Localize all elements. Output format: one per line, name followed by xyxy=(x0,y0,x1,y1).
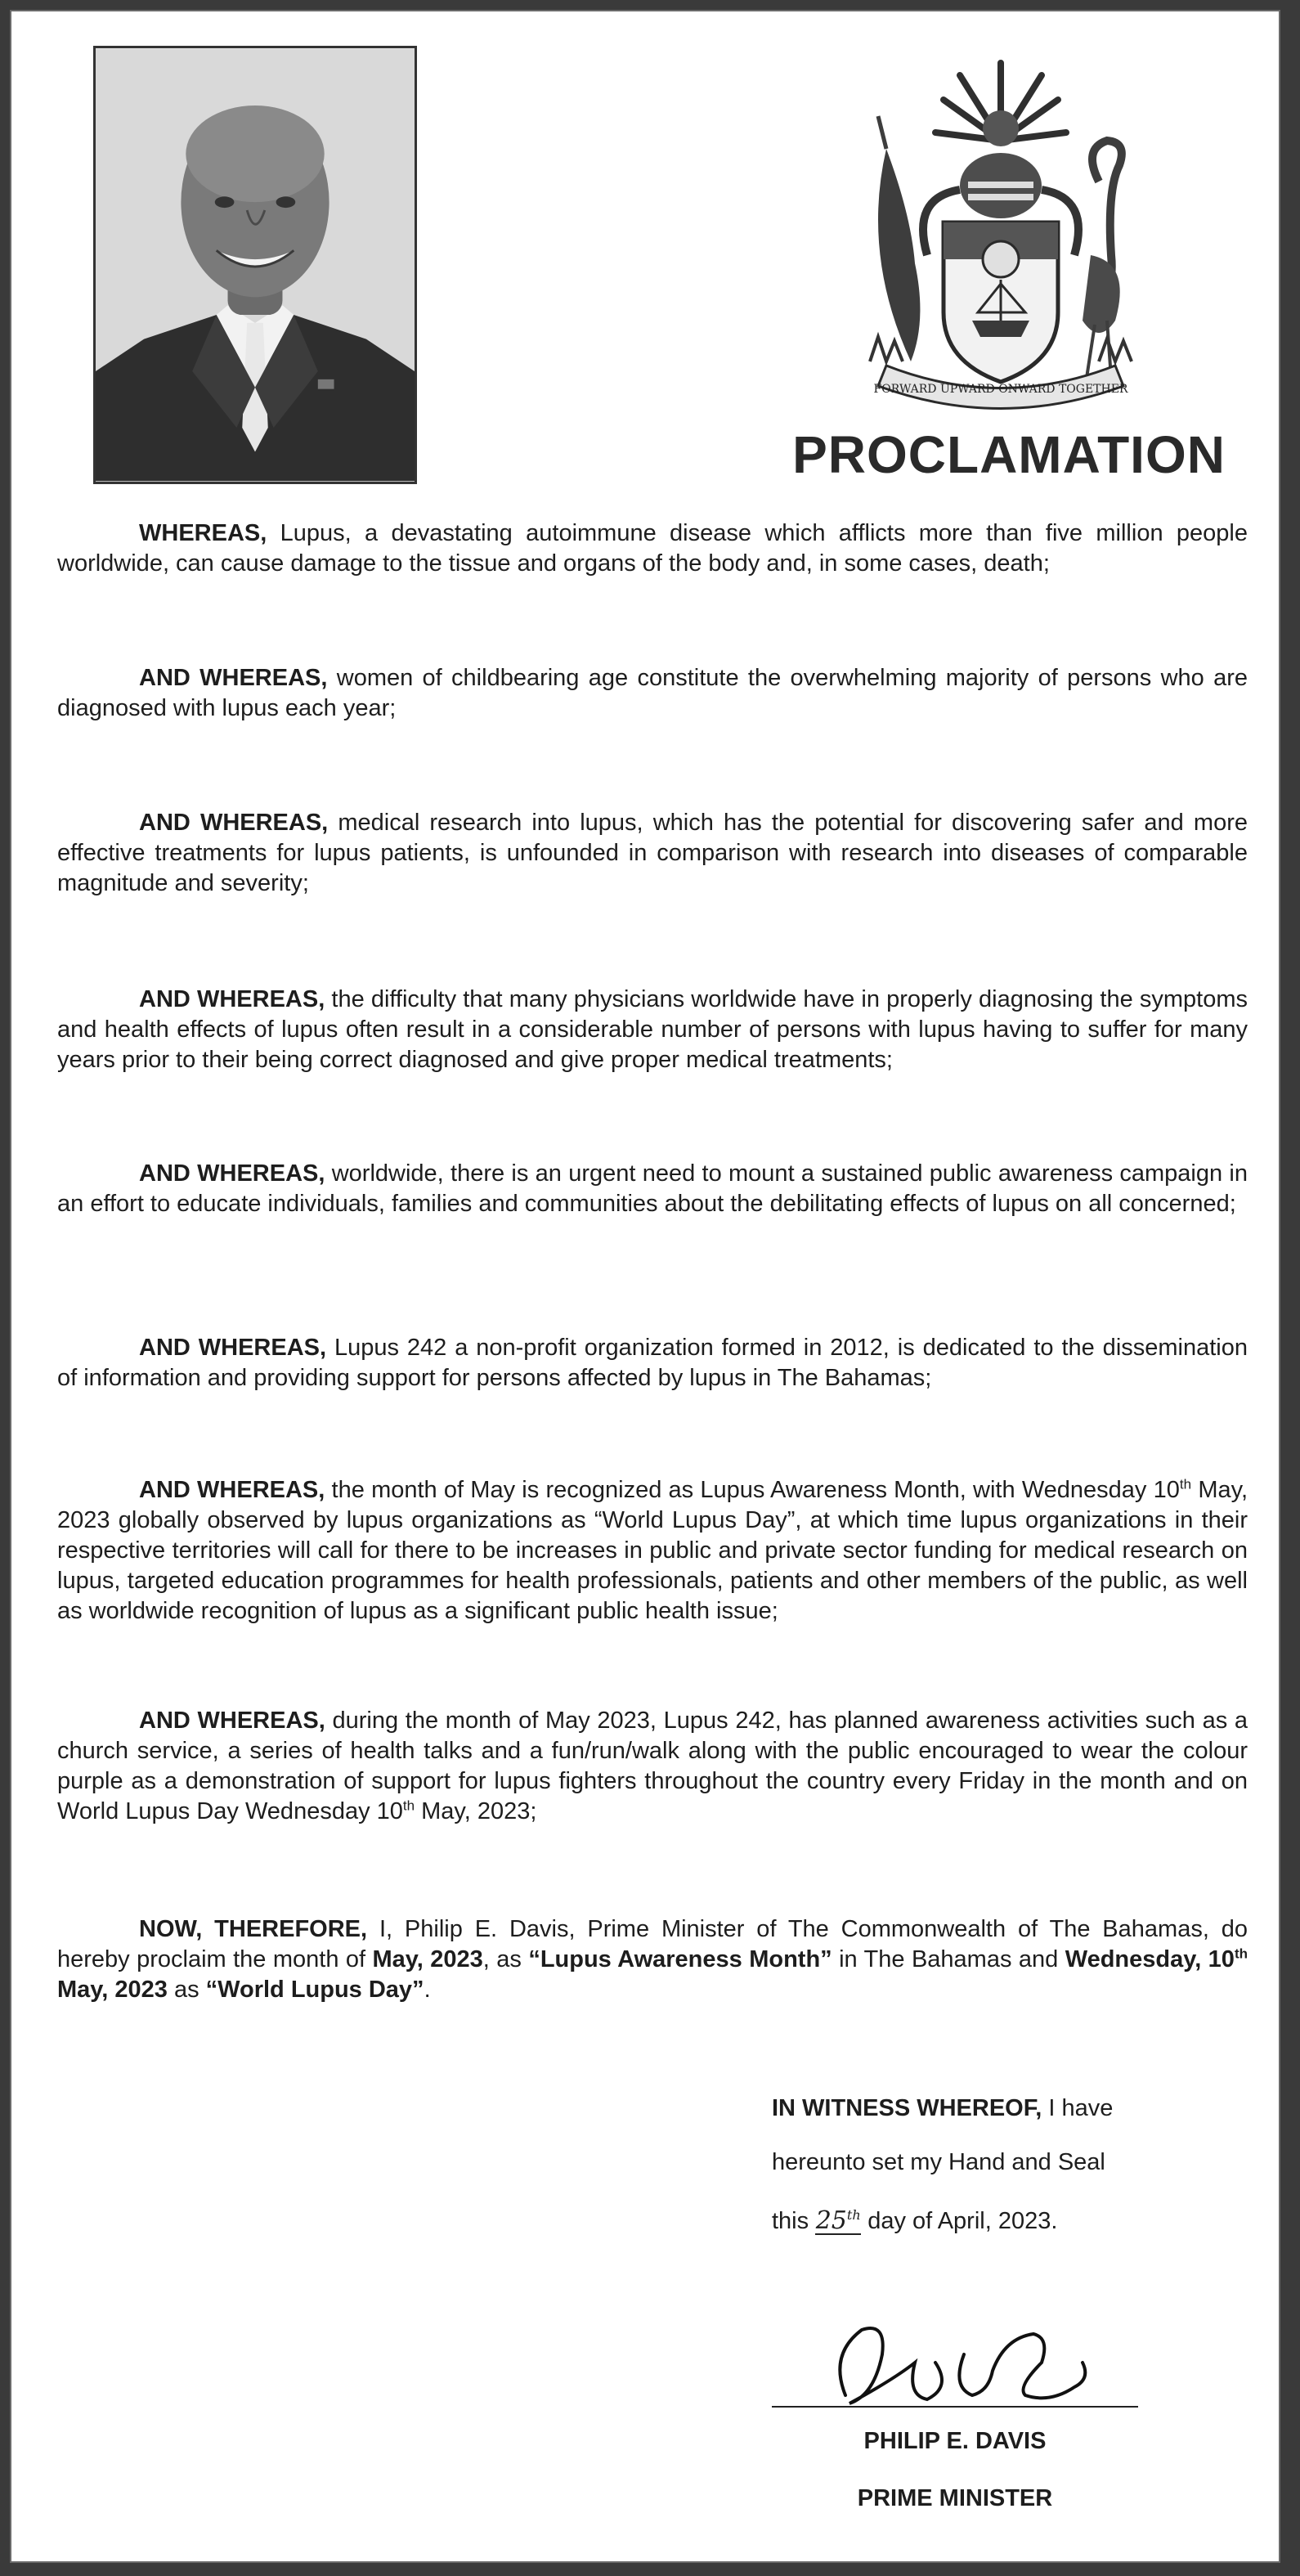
proclamation-page xyxy=(10,10,1280,2563)
signatory-office: PRIME MINISTER xyxy=(857,2485,1053,2511)
witness-line-2: hereunto set my Hand and Seal xyxy=(772,2149,1105,2175)
proclamation-paragraph: NOW, THEREFORE, I, Philip E. Davis, Prime Minister of The Commonwealth of The Bahamas, do hereby proclaim the month of May, 2023, as “Lupus Awareness Month” in The Bahamas and Wednesday, 10th May, 2023 as “World Lupus Day”. xyxy=(57,1916,1248,2003)
signature xyxy=(772,2305,1148,2420)
page-title: PROCLAMATION xyxy=(792,425,1226,484)
whereas-paragraph-8: AND WHEREAS, during the month of May 2023, Lupus 242, has planned awareness activities such as a church service, a series of health talks and a fun/run/walk along with the public encouraged to wear the colour purple as a demonstration of support for lupus fighters throughout the country every Friday in the month and on World Lupus Day Wednesday 10th May, 2023; xyxy=(57,1708,1248,1824)
signature-line xyxy=(772,2406,1138,2408)
whereas-paragraph-6: AND WHEREAS, Lupus 242 a non-profit organization formed in 2012, is dedicated to the dissemination of information and providing support for persons affected by lupus in The Bahamas; xyxy=(57,1335,1248,1391)
signatory-name: PHILIP E. DAVIS xyxy=(863,2428,1047,2454)
handwritten-day: 25th xyxy=(815,2203,861,2235)
prime-minister-portrait xyxy=(93,46,417,484)
whereas-paragraph-2: AND WHEREAS, women of childbearing age constitute the overwhelming majority of persons who are diagnosed with lupus each year; xyxy=(57,665,1248,721)
witness-line-3: this 25th day of April, 2023. xyxy=(772,2203,1230,2233)
whereas-paragraph-4: AND WHEREAS, the difficulty that many physicians worldwide have in properly diagnosing the symptoms and health effects of lupus often result in a considerable number of persons with lupus having to suffer for many years prior to their being correct diagnosed and give proper medical treatments; xyxy=(57,986,1248,1073)
whereas-paragraph-3: AND WHEREAS, medical research into lupus, which has the potential for discovering safer and more effective treatments for lupus patients, is unfounded in comparison with research into diseases of comparable magnitude and severity; xyxy=(57,810,1248,896)
witness-block xyxy=(772,2095,1230,2233)
coat-of-arms xyxy=(837,51,1164,411)
whereas-paragraph-7: AND WHEREAS, the month of May is recognized as Lupus Awareness Month, with Wednesday 10th May, 2023 globally observed by lupus organizations as “World Lupus Day”, at which time lupus organizations in their respective territories will call for there to be increases in public and private sector funding for medical research on lupus, targeted education programmes for health professionals, patients and other members of the public, as well as worldwide recognition of lupus as a significant public health issue; xyxy=(57,1476,1248,1624)
whereas-paragraph-5: AND WHEREAS, worldwide, there is an urgent need to mount a sustained public awareness campaign in an effort to educate individuals, families and communities about the debilitating effects of lupus on all concerned; xyxy=(57,1160,1248,1217)
crest-motto: FORWARD UPWARD ONWARD TOGETHER xyxy=(873,383,1128,396)
witness-line-1: IN WITNESS WHEREOF, I have xyxy=(772,2095,1114,2121)
whereas-paragraph-1: WHEREAS, Lupus, a devastating autoimmune disease which afflicts more than five million people worldwide, can cause damage to the tissue and organs of the body and, in some cases, death; xyxy=(57,520,1248,577)
